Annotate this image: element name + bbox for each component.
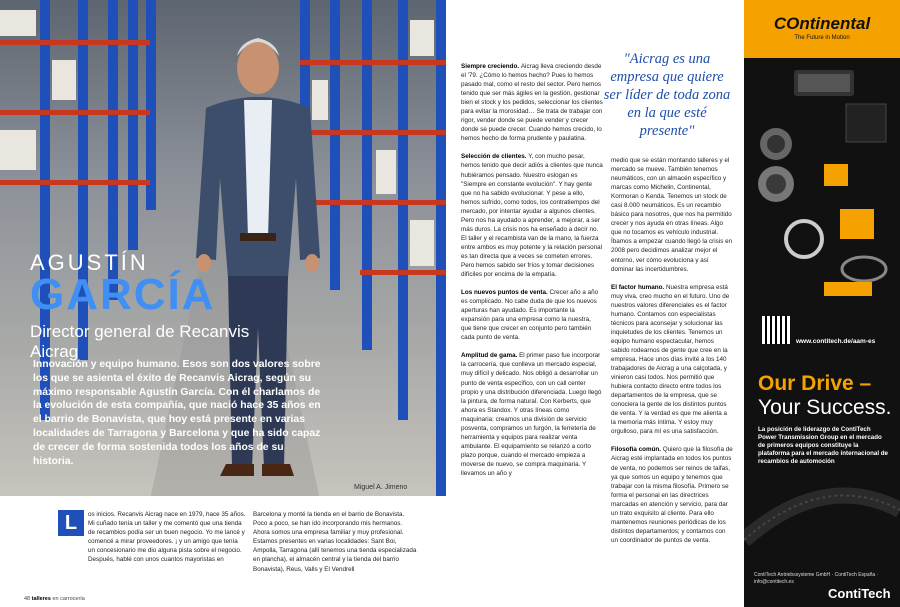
- first-name: AGUSTÍN: [30, 250, 149, 275]
- paragraph-text: El primer paso fue incorporar la carrocería, que conlleva un mercado especial, muy difícil y delicado. Nos obligó a desarrollar un punto de venta específico, con un call center propio y una distribución diferenciada. Luego llegó la pintura, de forma natural. Con Kerberts, que ahora es Standox. Y otras líneas como maquinaria: creamos una división de servicio posventa, compramos un furgón, la ferretería de herramienta y equipos para realizar venta ambulante. El equipamiento se relanzó a corto plazo porque, cuando el mercado empieza a moverse de nuevo, se compra maquinaria. Y llevamos un año y: [461, 352, 602, 477]
- drop-cap: L: [58, 510, 84, 536]
- article-paragraph: [611, 445, 733, 545]
- magazine-suffix: en carrocería: [52, 596, 85, 602]
- belt-image: [744, 470, 900, 570]
- paragraph-heading: Los nuevos puntos de venta.: [461, 289, 550, 297]
- left-page: [0, 0, 446, 607]
- article-paragraph: [461, 351, 603, 478]
- page-number: 48: [24, 596, 31, 602]
- photo-credit: Miguel A. Jimeno: [354, 484, 408, 491]
- ad-url[interactable]: www.contitech.de/aam-es: [796, 338, 876, 345]
- paragraph-heading: El factor humano.: [611, 283, 666, 291]
- magazine-name: talleres: [31, 596, 51, 602]
- intro-text: Innovación y equipo humano. Esos son dos valores sobre los que se asienta el éxito de Recanvis Aicrag, según su máximo responsable Agustín García. Con él charlamos de la evolución de esta compañía, que nació hace 35 años en el barrio de Bonavista, que hoy está presente en varias localidades de Tarragona y Barcelona y que ha sido capaz de crecer de forma sostenida todos los años de su historia.: [33, 359, 321, 467]
- paragraph-heading: Selección de clientes.: [461, 153, 529, 161]
- ad-body: La posición de liderazgo de ContiTech Power Transmission Group en el mercado de primeros equipos constituye la plataforma para el mercado internacional de recambios de automoción: [758, 426, 888, 465]
- pull-quote: "Aicrag es una empresa que quiere ser líder de toda zona en la que esté presente": [603, 51, 731, 139]
- article-column-4: [611, 156, 733, 554]
- paragraph-heading: Amplitud de gama.: [461, 352, 520, 360]
- continental-ad[interactable]: [744, 0, 900, 607]
- ad-tagline: The Future in Motion: [794, 35, 850, 41]
- contitech-logo: ContiTech: [828, 586, 891, 601]
- paragraph-text: Nuestra empresa está muy viva, creo mucho en el futuro. Uno de nuestros valores diferenciales es el factor humano. Contamos con especialistas técnicos para aconsejar y solucionar las inquietudes de los clientes. Tenemos un equipo humano espectacular, hemos sabido rodearnos de gente que cree en la empresa. Hace unos días invité a los 140 trabajadores de Aicrag a una calçotada, y vinieron casi todos. Nos permitió que hubiera contacto directo entre todos los departamentos de la empresa, que se conociera la gente de los distintos puntos de venta. Y la verdad es que me alienta a la memoria más íntima. Y estoy muy orgulloso, para mí es una satisfacción.: [611, 283, 730, 436]
- paragraph-heading: Siempre creciendo.: [461, 63, 521, 70]
- article-paragraph: [461, 152, 603, 279]
- article-column-1: os inicios. Recanvis Aicrag nace en 1979, hace 35 años. Mi cuñado tenía un taller y me comentó que una tienda de recambios podía ser un buen negocio. Yo me lancé y comencé a mirar proveedores. ¡ y un amigo que tenía un concesionario me dio alguna pista sobre el negocio. Después, hablé con unos cuantos mayoristas en: [88, 511, 246, 564]
- ad-headline-2: Your Success.: [758, 396, 892, 419]
- warehouse-photo: [0, 0, 446, 496]
- continental-logo: [744, 14, 900, 34]
- article-paragraph: [611, 283, 733, 437]
- page-footer: [24, 596, 85, 602]
- paragraph-text: medio que se están montando talleres y el mercado se mueve. También tenemos neumáticos, con un almacén específico y marcas como Michelin, Continental, Kormoran o Kenda. Tenemos un stock de casi 8.000 neumáticos. Es un recambio básico para nosotros, que nos ha permitido crecer y nos ayuda en otras líneas. Algo que no tocamos es vehículo industrial. Íbamos a empezar cuando llegó la crisis en 2008 pero decidimos analizar mejor el entorno, ver cómo evoluciona y así dominar las incertidumbres.: [611, 157, 733, 273]
- ad-headline-1: Our Drive –: [758, 372, 872, 395]
- logo-wordmark: Ontinental: [786, 14, 871, 33]
- ad-logo-bar: [744, 0, 900, 58]
- ad-contact: ContiTech Antriebssysteme GmbH · ContiTech España · info@contitech.es: [754, 572, 879, 585]
- article-column-3: [461, 62, 603, 487]
- belt-products-image: [754, 64, 894, 304]
- paragraph-text: Quiero que la filosofía de Aicrag esté implantada en todos los puntos de venta, no podemos ser reinos de taifas, ya que somos un equipo y tenemos que trabajar con la misma filosofía. Primero se forma el personal en las directrices marcadas en atención y servicio, para dar un trato exquisito al cliente. Para ello mantenemos reuniones periódicas de los distintos departamentos; y contamos con un coordinador de puntos de venta.: [611, 446, 733, 544]
- qr-code[interactable]: [762, 316, 790, 344]
- paragraph-text: Y, con mucho pesar, hemos tenido que decir adiós a clientes que nunca hubiéramos pensado. Nuestro eslogan es "Siempre en constante evolución". Y hay gente que no ha sabido evolucionar. Y pese a ello, hemos sufrido, como todos, los contratiempos del mercado, por intentar ayudar a algunos clientes. Pero nos ha ayudado a aprender, a mejorar, a ser más duros. La crisis nos ha enseñado a decir no. El taller y el recambista van de la mano, la fuerza entre ambos es muy potente y la relación personal es tan directa que a veces se cometen errores. Pero hemos sabido ser fríos y tomar decisiones difíciles por encima de la empatía.: [461, 153, 603, 279]
- article-paragraph: [611, 156, 733, 274]
- article-paragraph: [461, 62, 603, 143]
- article-column-2: Barcelona y monté la tienda en el barrio de Bonavista. Poco a poco, se han ido incorporando mis hermanos. Ahora somos una empresa familiar y muy profesional. Estamos presentes en varias localidades: Sant Boi, Ampolla, Tarragona (allí tenemos una tienda especializada en plancha), el almacén central y la tienda del barrio Bonavista), Reus, Valls y El Vendrell: [253, 511, 417, 573]
- paragraph-text: Aicrag lleva creciendo desde el '79. ¿Cómo lo hemos hecho? Pues lo hemos pasado mal, como el resto del sector. Pero hemos tenido que ser más ágiles en la gestión, gestionar bien el stock y los pedidos, seleccionar los clientes para evitar la morosidad… Se trata de trabajar con rigor, vender donde se puede vender y crecer donde se puede crecer. Cuando hemos crecido, lo hemos hecho de forma prudente y paulatina.: [461, 63, 603, 143]
- last-name: GARCÍA: [30, 270, 216, 319]
- paragraph-heading: Filosofía común.: [611, 446, 663, 454]
- name-block: [30, 250, 290, 362]
- role-title: Director general de Recanvis Aicrag: [30, 322, 250, 361]
- logo-emblem: C: [773, 14, 787, 33]
- article-paragraph: [461, 288, 603, 342]
- paragraph-text: Crecer año a año es complicado. No cabe duda de que los nuevos aperturas han ayudado. Es importante la expansión para una empresa como la nuestra, que tiene que crecer en conjunto pero también cada punto de venta.: [461, 289, 599, 342]
